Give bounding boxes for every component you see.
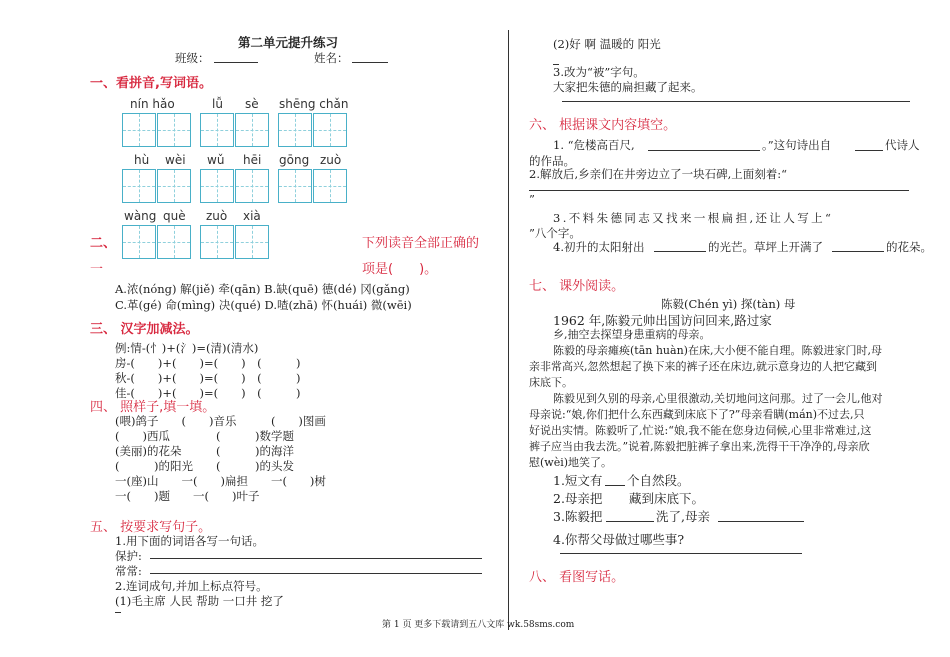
section-7-heading: 七、 课外阅读。 — [529, 279, 625, 294]
section-3-heading: 三、 汉字加减法。 — [90, 322, 199, 337]
char-box[interactable] — [122, 113, 156, 147]
q7-line-1a: 1.短文有 — [553, 473, 603, 488]
q6-blank-4[interactable] — [654, 251, 706, 252]
story-para-1b: 乡,抽空去探望身患重病的母亲。 — [553, 328, 711, 341]
pinyin-2: lǚ — [212, 97, 223, 111]
name-field[interactable] — [352, 62, 388, 63]
section-4-heading: 四、 照样子,填一填。 — [90, 400, 216, 415]
q3-line-3: 佳-( )+( )=( ) ( ) — [115, 386, 301, 400]
char-box[interactable] — [200, 169, 234, 203]
q5-sentence-1: (1)毛主席 人民 帮助 一口井 挖了 — [115, 594, 284, 608]
page-footer: 第 1 页 更多下载请到五八文库 wk.58sms.com — [382, 620, 575, 630]
q4-line-3: (美丽)的花朵 ( )的海洋 — [115, 444, 294, 458]
q6-line-1b: 。”这句诗出自 — [762, 138, 832, 152]
section-6-heading: 六、 根据课文内容填空。 — [529, 118, 677, 133]
q4-line-2: ( )西瓜 ( )数学题 — [115, 429, 294, 443]
char-box[interactable] — [235, 169, 269, 203]
q5-answer-line-1[interactable] — [150, 558, 482, 559]
q5-answer-line-2[interactable] — [150, 573, 482, 574]
q5-instruction-3: 3.改为“被”字句。 — [553, 65, 645, 79]
section-1-heading: 一、看拼音,写词语。 — [90, 76, 212, 91]
column-divider — [508, 30, 509, 630]
story-para-1: 1962 年,陈毅元帅出国访问回来,路过家 — [553, 313, 772, 328]
char-box[interactable] — [200, 225, 234, 259]
char-box[interactable] — [235, 225, 269, 259]
story-para-2-line-3: 床底下。 — [529, 376, 573, 389]
q6-blank-1[interactable] — [648, 150, 760, 151]
q6-line-2: 的作品。 — [529, 154, 575, 168]
q3-example: 例:情-(忄)+(氵)=(清)(清水) — [115, 341, 259, 355]
q4-line-6: 一( )题 一( )叶子 — [115, 489, 260, 503]
q2-options-1: A.浓(nóng) 解(jiě) 牵(qān) B.缺(quē) 德(dé) 冈(gǎng) — [115, 282, 410, 296]
char-box[interactable] — [157, 225, 191, 259]
pinyin-12: què — [163, 209, 186, 223]
q5-instruction-2: 2.连词成句,并加上标点符号。 — [115, 579, 268, 593]
q7-blank-3[interactable] — [718, 521, 804, 522]
q7-answer-line[interactable] — [560, 553, 802, 554]
q6-line-5: 3.不料朱德同志又找来一根扁担,还让人写上“ — [553, 211, 834, 225]
q7-line-1b: 个自然段。 — [627, 473, 690, 488]
pinyin-10: zuò — [320, 153, 342, 167]
char-box[interactable] — [122, 169, 156, 203]
pinyin-5: hù — [134, 153, 150, 167]
section-8-heading: 八、 看图写话。 — [529, 570, 625, 585]
pinyin-13: zuò — [206, 209, 228, 223]
q7-line-2b: 藏到床底下。 — [629, 491, 705, 506]
pinyin-11: wàng — [124, 209, 157, 223]
name-label: 姓名： — [314, 51, 349, 65]
q5-instruction-1: 1.用下面的词语各写一句话。 — [115, 534, 264, 548]
pinyin-4: shēng chǎn — [279, 97, 349, 111]
q5-word-often: 常常: — [115, 564, 142, 578]
q7-line-4: 4.你帮父母做过哪些事? — [553, 532, 685, 547]
page-title: 第二单元提升练习 — [238, 35, 339, 50]
section-2-number: 二、 — [90, 236, 117, 251]
q7-blank-2[interactable] — [606, 521, 654, 522]
story-para-2-line-2: 亲非常高兴,忽然想起了换下来的裤子还在床边,就示意身边的人把它藏到 — [529, 360, 877, 373]
class-label: 班级： — [175, 51, 210, 65]
story-para-3-line-1: 陈毅见到久别的母亲,心里很激动,关切地问这问那。过了一会儿,他对 — [553, 392, 883, 405]
story-para-3-line-2: 母亲说:“娘,你们把什么东西藏到床底下了?”母亲看瞒(mán)不过去,只 — [529, 408, 865, 421]
char-box[interactable] — [313, 169, 347, 203]
q7-line-3b: 洗了,母亲 — [656, 509, 710, 524]
q4-line-1: (喂)鸽子 ( )音乐 ( )图画 — [115, 414, 326, 428]
q5-sentence-3: 大家把朱德的扁担藏了起来。 — [553, 80, 703, 94]
q4-line-4: ( )的阳光 ( )的头发 — [115, 459, 294, 473]
pinyin-9: gōng — [279, 153, 310, 167]
q7-line-2: 2.母亲把 — [553, 491, 603, 506]
q6-blank-5[interactable] — [832, 251, 884, 252]
char-box[interactable] — [278, 169, 312, 203]
char-box[interactable] — [157, 169, 191, 203]
q2-options-2: C.革(gé) 命(mìng) 决(qué) D.喳(zhā) 怀(huái) 微(wēi) — [115, 298, 412, 312]
q6-line-7c: 的花朵。 — [886, 240, 932, 254]
q3-line-2: 秋-( )+( )=( ) ( ) — [115, 371, 301, 385]
q7-blank-1[interactable] — [605, 485, 625, 486]
q6-line-1c: 代诗人 — [885, 138, 920, 152]
q7-line-3a: 3.陈毅把 — [553, 509, 603, 524]
char-box[interactable] — [278, 113, 312, 147]
char-box[interactable] — [157, 113, 191, 147]
q5-answer-line-3[interactable] — [115, 612, 121, 613]
story-para-3-line-3: 好说出实情。陈毅听了,忙说:“娘,我不能在您身边伺候,心里非常难过,这 — [529, 424, 872, 437]
q6-line-1a: 1. “危楼高百尺, — [553, 138, 635, 152]
story-para-3-line-4: 裤子应当由我去洗。”说着,陈毅把脏裤子拿出来,洗得干干净净的,母亲欣 — [529, 440, 870, 453]
story-para-2-line-1: 陈毅的母亲瘫痪(tān huàn)在床,大小便不能自理。陈毅进家门时,母 — [553, 344, 882, 357]
pinyin-7: wǔ — [207, 153, 225, 167]
story-title: 陈毅(Chén yì) 探(tàn) 母 — [661, 297, 796, 311]
pinyin-8: hēi — [243, 153, 262, 167]
section-5-heading: 五、 按要求写句子。 — [90, 520, 212, 535]
q6-line-7b: 的光芒。草坪上开满了 — [708, 240, 823, 254]
section-2-prompt: 下列读音全部正确的 — [362, 236, 480, 251]
q5-sentence-2: (2)好 啊 温暖的 阳光 — [553, 37, 661, 51]
section-2-prompt-end: 项是( )。 — [362, 262, 438, 277]
section-2-dash: 一 — [90, 262, 104, 277]
q6-line-6: ”八个字。 — [529, 226, 581, 240]
q5-word-protect: 保护: — [115, 549, 142, 563]
char-box[interactable] — [122, 225, 156, 259]
class-field[interactable] — [214, 62, 258, 63]
q6-line-3: 2.解放后,乡亲们在井旁边立了一块石碑,上面刻着:“ — [529, 167, 788, 181]
char-box[interactable] — [313, 113, 347, 147]
q6-blank-2[interactable] — [855, 150, 883, 151]
char-box[interactable] — [200, 113, 234, 147]
char-box[interactable] — [235, 113, 269, 147]
q5-answer-line-5[interactable] — [562, 101, 910, 102]
pinyin-1: nín hǎo — [130, 97, 175, 111]
q4-line-5: 一(座)山 一( )扁担 一( )树 — [115, 474, 326, 488]
q6-line-4: ” — [529, 192, 535, 206]
q3-line-1: 房-( )+( )=( ) ( ) — [115, 356, 301, 370]
story-para-3-line-5: 慰(wèi)地笑了。 — [529, 456, 613, 469]
pinyin-14: xià — [243, 209, 261, 223]
pinyin-6: wèi — [165, 153, 186, 167]
q6-line-7a: 4.初升的太阳射出 — [553, 240, 645, 254]
pinyin-3: sè — [245, 97, 259, 111]
q6-blank-3[interactable] — [529, 190, 909, 191]
